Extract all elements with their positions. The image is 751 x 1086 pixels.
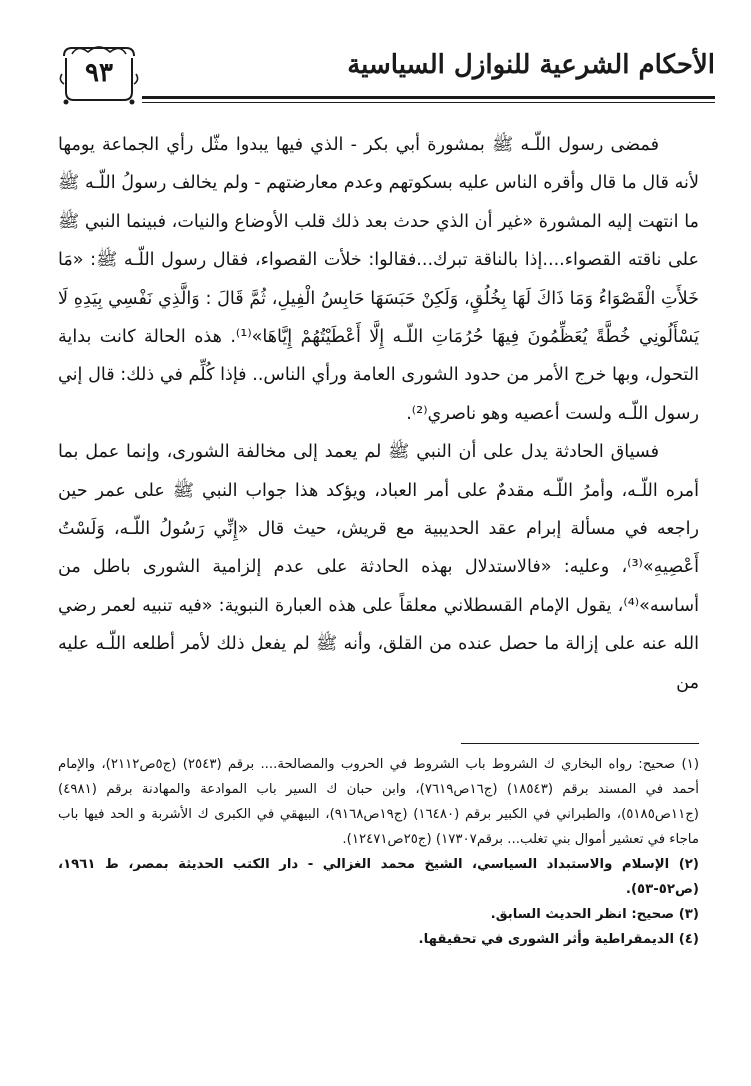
footnote: (٢) الإسلام والاستبداد السياسي، الشيخ محمد الغزالي - دار الكتب الحديثة بمصر، ط ١٩٦١،(ص٥٢-٥٣). [58, 857, 699, 897]
footnote: (١) صحيح: رواه البخاري ك الشروط باب الشروط في الحروب والمصالحة.... برقم (٢٥٤٣) (ج٥ص٢١١٢)، والإمام أحمد في المسند برقم (١٨٥٤٣) (ج١٦ص٧٦١٩)، وابن حبان ك السير باب الموادعة والمهادنة برقم (٤٩٨١) (ج١١ص٥١٨٥)، والطبراني في الكبير برقم (١٦٤٨٠) (ج١٩ص٩١٦٨)، البيهقي في الكبرى ك الأشربة و الحد فيها باب ماجاء في تعشير أموال بني تغلب... برقم١٧٣٠٧) (ج٢٥ص١٢٤٧١). [58, 757, 700, 847]
page-number-frame [58, 44, 140, 106]
header-rule-thin [142, 102, 715, 103]
footnote: (٣) صحيح: انظر الحديث السابق. [490, 907, 699, 922]
footnote: (٤) الديمقراطية وأثر الشورى في تحقيقها. [418, 932, 699, 947]
main-text [58, 126, 699, 702]
header-rule [142, 96, 715, 99]
running-title: الأحكام الشرعية للنوازل السياسية [347, 50, 715, 80]
page-header [58, 44, 715, 104]
page-number: ٩٣ [85, 58, 113, 88]
paragraph: فمضى رسول اللّـه ﷺ بمشورة أبي بكر - الذي فيها يبدوا مثّل رأي الجماعة يومها لأنه قال ما قال وأقره الناس عليه بسكوتهم وعدم معارضتهم - ولم يخالف رسولُ اللّـه ﷺ ما انتهت إليه المشورة «غير أن الذي حدث بعد ذلك قلب الأوضاع والنيات، فبينما النبي ﷺ على ناقته القصواء....إذا بالناقة تبرك...فقالوا: خلأت القصواء، فقال رسول اللّـه ﷺ: «مَا خَلأَتِ الْقَصْوَاءُ وَمَا ذَاكَ لَهَا بِخُلُقٍ، وَلَكِنْ حَبَسَهَا حَابِسُ الْفِيلِ، ثُمَّ قَالَ : وَالَّذِي نَفْسِي بِيَدِهِ لَا يَسْأَلُونِي خُطَّةً يُعَظِّمُونَ فِيهَا حُرُمَاتِ اللّـه إِلَّا أَعْطَيْتُهُمْ إِيَّاهَا»⁽¹⁾. هذه الحالة كانت بداية التحول، وبها خرج الأمر من حدود الشورى العامة ورأي الناس.. فإذا كُلِّم في ذلك: قال إني رسول اللّـه ولست أعصيه وهو ناصري⁽²⁾. [58, 135, 699, 424]
footnote-divider [461, 743, 699, 744]
paragraph: فسياق الحادثة يدل على أن النبي ﷺ لم يعمد إلى مخالفة الشورى، وإنما عمل بما أمره اللّـه، وأمرُ اللّـه مقدمٌ على أمر العباد، ويؤكد هذا جواب النبي ﷺ على عمر حين راجعه في مسألة إبرام عقد الحديبية مع قريش، حيث قال «إِنِّي رَسُولُ اللّـه، وَلَسْتُ أَعْصِيهِ»⁽³⁾، وعليه: «فالاستدلال بهذه الحادثة على عدم إلزامية الشورى باطل من أساسه»⁽⁴⁾، يقول الإمام القسطلاني معلقاً على هذه العبارة النبوية: «فيه تنبيه لعمر رضي الله عنه على إزالة ما حصل عنده من القلق، وأنه ﷺ لم يفعل ذلك لأمر أطلعه اللّـه عليه من [58, 442, 699, 693]
footnotes [58, 752, 699, 952]
